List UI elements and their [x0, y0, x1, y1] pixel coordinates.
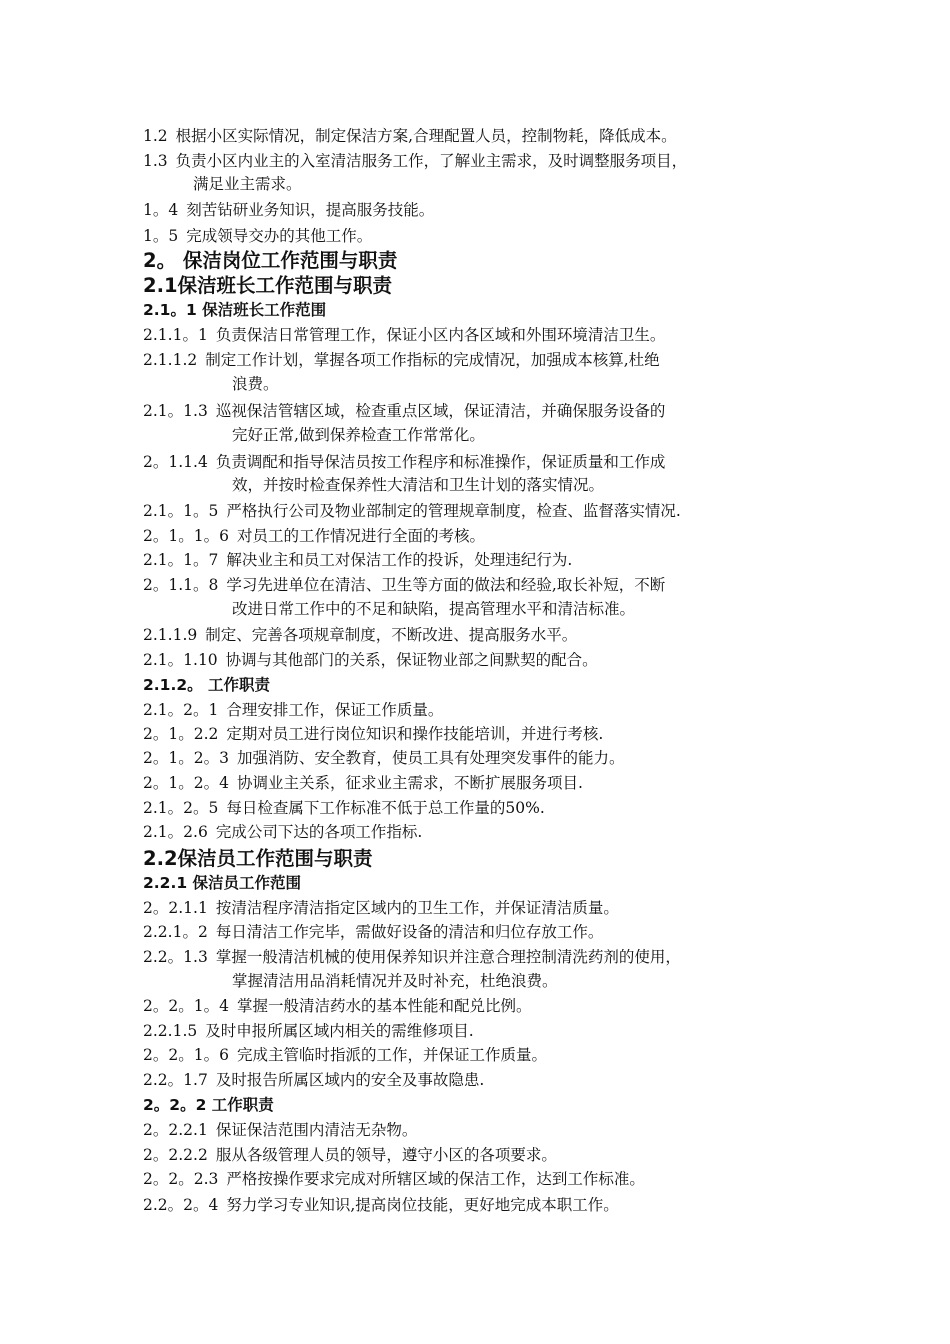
item-number: 2.1.1.9: [143, 626, 198, 644]
list-item-continuation: 浪费。: [232, 375, 279, 393]
item-text: 保证保洁范围内清洁无杂物。: [215, 1121, 418, 1139]
item-text: 根据小区实际情况，制定保洁方案,合理配置人员，控制物耗，降低成本。: [175, 127, 677, 145]
item-number: 2.1.1.2: [143, 351, 198, 369]
list-item: [143, 151, 833, 171]
list-item: [143, 625, 833, 645]
item-text: 按清洁程序清洁指定区域内的卫生工作，并保证清洁质量。: [215, 899, 619, 917]
list-item: [143, 550, 833, 570]
item-number: 2.1。1.3: [143, 402, 208, 420]
item-number: 2.1。2。1: [143, 701, 219, 719]
item-text: 协调与其他部门的关系，保证物业部之间默契的配合。: [225, 651, 598, 669]
sub-subsection-heading: 2。2。2 工作职责: [143, 1096, 274, 1114]
list-item: [143, 126, 833, 146]
item-number: 2。2。1。4: [143, 997, 229, 1015]
item-number: 2。1。1。6: [143, 527, 229, 545]
sub-subsection-heading: 2.2.1 保洁员工作范围: [143, 874, 302, 892]
item-number: 2。2.2.1: [143, 1121, 208, 1139]
list-item-continuation: 效，并按时检查保养性大清洁和卫生计划的落实情况。: [232, 476, 605, 494]
list-item: [143, 650, 833, 670]
item-text: 负责保洁日常管理工作，保证小区内各区域和外围环境清洁卫生。: [215, 326, 666, 344]
subsection-heading: 2.1保洁班长工作范围与职责: [143, 274, 393, 297]
item-number: 2。1。2。3: [143, 749, 229, 767]
list-item: [143, 401, 833, 421]
list-item-continuation: 掌握清洁用品消耗情况并及时补充，杜绝浪费。: [232, 972, 558, 990]
list-item: [143, 1045, 833, 1065]
item-text: 学习先进单位在清洁、卫生等方面的做法和经验,取长补短，不断: [226, 576, 666, 594]
item-text: 刻苦钻研业务知识，提高服务技能。: [186, 201, 435, 219]
item-text: 努力学习专业知识,提高岗位技能，更好地完成本职工作。: [226, 1196, 619, 1214]
item-text: 每日清洁工作完毕，需做好设备的清洁和归位存放工作。: [215, 923, 604, 941]
item-text: 严格按操作要求完成对所辖区域的保洁工作，达到工作标准。: [226, 1170, 645, 1188]
item-text: 完成公司下达的各项工作指标.: [215, 823, 423, 841]
item-text: 每日检查属下工作标准不低于总工作量的50%.: [226, 799, 545, 817]
item-number: 2。1.1.4: [143, 453, 208, 471]
item-number: 2.1。2.6: [143, 823, 208, 841]
item-number: 1。5: [143, 227, 179, 245]
item-text: 巡视保洁管辖区域，检查重点区域，保证清洁，并确保服务设备的: [215, 402, 666, 420]
item-text: 严格执行公司及物业部制定的管理规章制度，检查、监督落实情况.: [226, 502, 681, 520]
list-item: [143, 200, 833, 220]
subsection-heading: 2.2保洁员工作范围与职责: [143, 847, 373, 870]
item-number: 1.2: [143, 127, 168, 145]
list-item: [143, 350, 833, 370]
list-item: [143, 1145, 833, 1165]
list-item: [143, 773, 833, 793]
list-item: [143, 798, 833, 818]
list-item: [143, 325, 833, 345]
item-text: 掌握一般清洁机械的使用保养知识并注意合理控制清洗药剂的使用，: [215, 948, 681, 966]
item-text: 解决业主和员工对保洁工作的投诉，处理违纪行为.: [226, 551, 573, 569]
sub-subsection-heading: 2.1。1 保洁班长工作范围: [143, 301, 327, 319]
item-number: 2。2.1.1: [143, 899, 208, 917]
list-item: [143, 996, 833, 1016]
item-text: 完成主管临时指派的工作，并保证工作质量。: [236, 1046, 547, 1064]
list-item-continuation: 满足业主需求。: [193, 175, 302, 193]
item-text: 对员工的工作情况进行全面的考核。: [236, 527, 485, 545]
list-item: [143, 947, 833, 967]
item-text: 加强消防、安全教育，使员工具有处理突发事件的能力。: [236, 749, 625, 767]
list-item: [143, 922, 833, 942]
list-item: [143, 501, 833, 521]
list-item: [143, 526, 833, 546]
item-number: 2.1.1。1: [143, 326, 208, 344]
list-item: [143, 822, 833, 842]
item-text: 负责小区内业主的入室清洁服务工作，了解业主需求，及时调整服务项目，: [175, 152, 688, 170]
list-item: [143, 1021, 833, 1041]
item-number: 2.1。1.10: [143, 651, 218, 669]
item-number: 2。1。2.2: [143, 725, 219, 743]
item-text: 负责调配和指导保洁员按工作程序和标准操作，保证质量和工作成: [215, 453, 666, 471]
list-item-continuation: 完好正常,做到保养检查工作常常化。: [232, 426, 485, 444]
item-number: 2.1。1。5: [143, 502, 219, 520]
item-number: 2。1。2。4: [143, 774, 229, 792]
sub-subsection-heading: 2.1.2。 工作职责: [143, 676, 271, 694]
list-item-continuation: 改进日常工作中的不足和缺陷，提高管理水平和清洁标准。: [232, 600, 636, 618]
item-number: 2.2。2。4: [143, 1196, 219, 1214]
list-item: [143, 1120, 833, 1140]
item-number: 2.2。1.3: [143, 948, 208, 966]
item-number: 2。2.2.2: [143, 1146, 208, 1164]
item-text: 完成领导交办的其他工作。: [186, 227, 373, 245]
item-text: 合理安排工作，保证工作质量。: [226, 701, 444, 719]
list-item: [143, 452, 833, 472]
list-item: [143, 748, 833, 768]
item-text: 及时报告所属区域内的安全及事故隐患.: [215, 1071, 485, 1089]
list-item: [143, 724, 833, 744]
item-text: 掌握一般清洁药水的基本性能和配兑比例。: [236, 997, 532, 1015]
item-number: 2.2.1.5: [143, 1022, 198, 1040]
item-text: 及时申报所属区域内相关的需维修项目.: [205, 1022, 474, 1040]
item-number: 2.1。1。7: [143, 551, 219, 569]
item-text: 定期对员工进行岗位知识和操作技能培训，并进行考核.: [226, 725, 604, 743]
item-number: 1.3: [143, 152, 168, 170]
list-item: [143, 1070, 833, 1090]
list-item: [143, 226, 833, 246]
item-text: 服从各级管理人员的领导，遵守小区的各项要求。: [215, 1146, 557, 1164]
list-item: [143, 700, 833, 720]
list-item: [143, 1195, 833, 1215]
item-number: 2.2.1。2: [143, 923, 208, 941]
item-number: 1。4: [143, 201, 179, 219]
item-text: 协调业主关系，征求业主需求，不断扩展服务项目.: [236, 774, 583, 792]
item-number: 2。1.1。8: [143, 576, 219, 594]
list-item: [143, 575, 833, 595]
item-text: 制定工作计划，掌握各项工作指标的完成情况，加强成本核算,杜绝: [205, 351, 660, 369]
item-number: 2。2。2.3: [143, 1170, 219, 1188]
section-heading: 2。 保洁岗位工作范围与职责: [143, 249, 398, 272]
item-number: 2.2。1.7: [143, 1071, 208, 1089]
item-number: 2。2。1。6: [143, 1046, 229, 1064]
item-text: 制定、完善各项规章制度，不断改进、提高服务水平。: [205, 626, 578, 644]
list-item: [143, 1169, 833, 1189]
list-item: [143, 898, 833, 918]
item-number: 2.1。2。5: [143, 799, 219, 817]
